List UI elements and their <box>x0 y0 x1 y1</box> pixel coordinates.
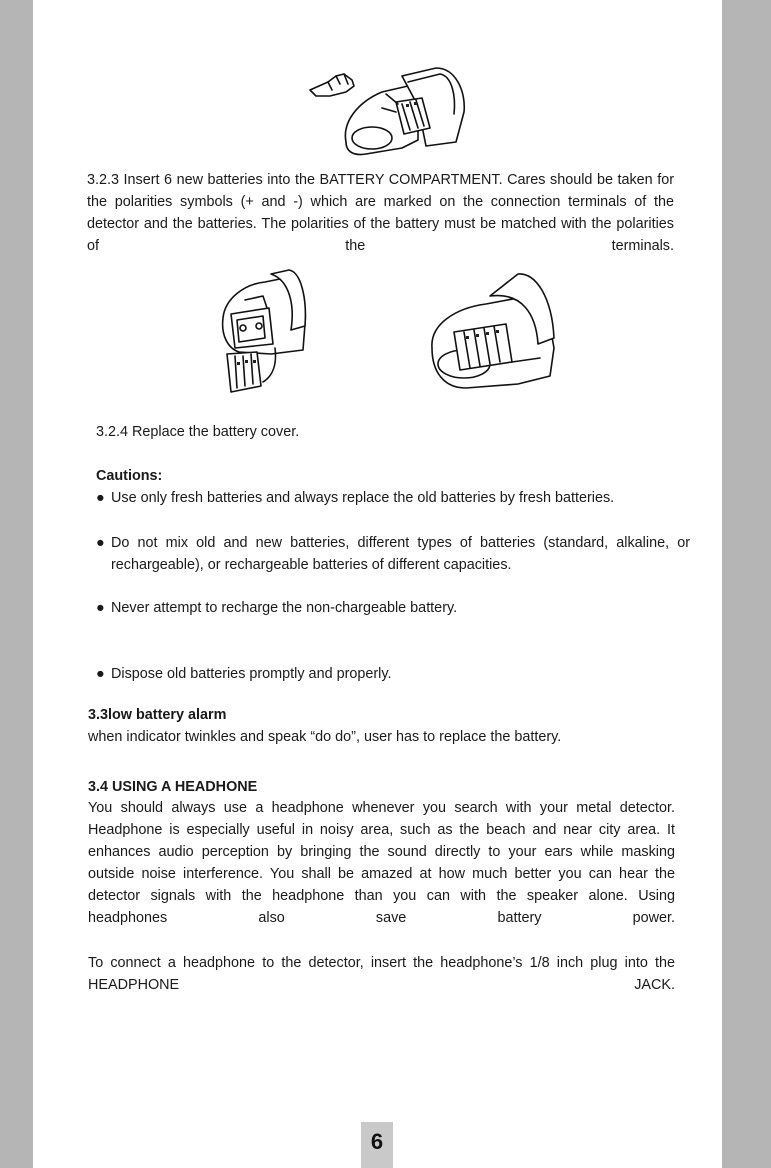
low-battery-heading: 3.3low battery alarm <box>88 707 227 723</box>
caution-item <box>96 487 696 509</box>
caution-item <box>96 532 690 598</box>
section-3-2-3-paragraph: 3.2.3 Insert 6 new batteries into the BATTERY COMPARTMENT. Cares should be taken for the polarities symbols (+ and -) which are marked on the connection terminals of the detector and the batteries. The polarities of the battery must be matched with the polarities of the terminals. <box>87 172 674 254</box>
cautions-heading: Cautions: <box>96 468 163 484</box>
manual-page <box>33 0 722 1168</box>
headphone-heading: 3.4 USING A HEADHONE <box>88 779 258 795</box>
hand-pointing-battery-compartment-illustration <box>306 62 482 162</box>
section-3-2-4-paragraph: 3.2.4 Replace the battery cover. <box>96 424 300 440</box>
compartment-with-batteries-installed-illustration <box>426 268 558 394</box>
bullet-icon: ● <box>96 600 105 616</box>
caution-item <box>96 663 696 685</box>
bullet-icon: ● <box>96 535 105 551</box>
open-compartment-with-battery-holder-illustration <box>215 268 313 400</box>
caution-item-text: Dispose old batteries promptly and properly. <box>111 666 392 682</box>
headphone-paragraph-2: To connect a headphone to the detector, insert the headphone’s 1/8 inch plug into the HEADPHONE JACK. <box>88 955 675 993</box>
caution-item-text: Do not mix old and new batteries, different types of batteries (standard, alkaline, or rechargeable), or rechargeable batteries of different capacities. <box>111 535 690 573</box>
caution-item-text: Use only fresh batteries and always replace the old batteries by fresh batteries. <box>111 490 615 506</box>
page-number: 6 <box>361 1122 393 1168</box>
bullet-icon: ● <box>96 666 105 682</box>
headphone-paragraph-1: You should always use a headphone whenever you search with your metal detector. Headphone is especially useful in noisy area, such as the beach and near city area. It enhances audio perception by bringing the sound directly to your ears while masking outside noise interference. You shall be amazed at how much better you can hear the detector signals with the headphone than you can with the speaker alone. Using headphones also save battery power. <box>88 800 675 926</box>
low-battery-text: when indicator twinkles and speak “do do”, user has to replace the battery. <box>88 729 562 745</box>
caution-item-text: Never attempt to recharge the non-chargeable battery. <box>111 600 458 616</box>
bullet-icon: ● <box>96 490 105 506</box>
caution-item <box>96 597 696 619</box>
